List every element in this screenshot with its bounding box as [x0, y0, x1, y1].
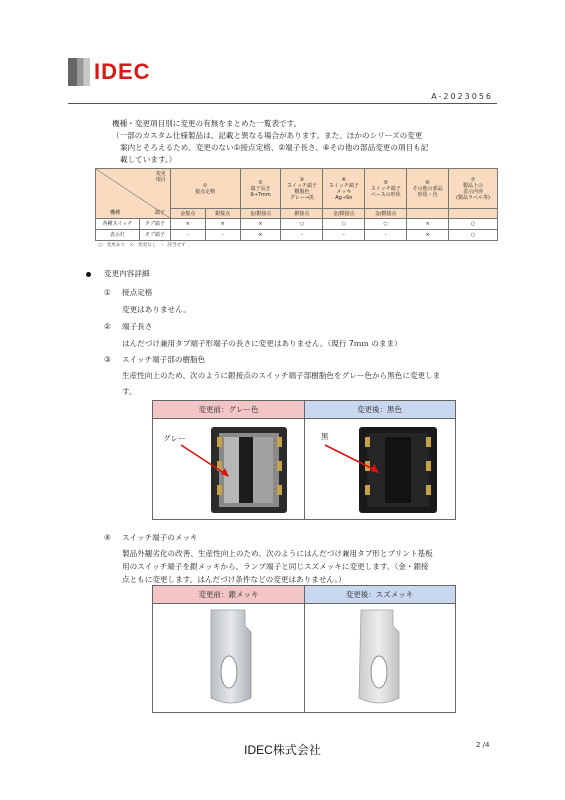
section-4-title: スイッチ端子のメッキ [122, 533, 198, 542]
intro-line-2: （一部のカスタム仕様製品は、記載と異なる場合があります。また、ほかのシリーズの変更 [112, 131, 423, 140]
bullet-icon [86, 272, 91, 277]
gray-label: グレー [163, 434, 186, 443]
value-cell: ○ [323, 219, 365, 230]
table-corner-cell [96, 169, 171, 219]
value-cell: ○ [449, 230, 498, 241]
section-3-text-1: 生産性向上のため、次のように銀接点のスイッチ端子部樹脂色をグレー色から黒色に変更しま [122, 371, 441, 380]
model-cell: 表示灯 [96, 230, 140, 241]
value-cell: - [281, 230, 323, 241]
intro-line-1: 機種・変更項目別に変更の有無をまとめた一覧表です。 [112, 119, 302, 128]
sub-header: 金/銀接点 [323, 209, 365, 219]
value-cell: ○ [449, 219, 498, 230]
switch-photo-after [153, 401, 455, 519]
after-header: 変更後：スズメッキ [304, 586, 455, 604]
section-2-text: はんだづけ兼用タブ端子形端子の長さに変更はありません。（現行 7ｍｍ のまま） [122, 339, 402, 348]
value-cell: × [407, 219, 449, 230]
page-number: 2 /4 [476, 741, 490, 749]
value-cell: - [170, 230, 205, 241]
section-3-number: ③ [104, 355, 111, 364]
sub-header [407, 209, 449, 219]
value-cell: ○ [281, 219, 323, 230]
column-header-6: ⑥ その他の部品 形状・色 [407, 169, 449, 209]
section-4-text-3: 点ともに変更します。はんだづけ条件などの変更はありません。） [122, 575, 346, 584]
column-header-1: ① 接点定格 [170, 169, 240, 209]
section-4-text-2: 用のスイッチ端子を銀メッキから、ランプ端子と同じスズメッキに変更します。（金・銀接 [122, 562, 429, 571]
value-cell: ○ [365, 219, 407, 230]
idec-logo [68, 58, 151, 86]
details-heading: 変更内容詳細 [104, 269, 150, 278]
value-cell: × [205, 219, 240, 230]
corner-label-model: 機種 [110, 210, 121, 216]
corner-label-change: 変更 [155, 171, 166, 177]
value-cell: × [407, 230, 449, 241]
after-header: 変更後：黒色 [304, 401, 455, 419]
section-3-text-2: す。 [122, 387, 137, 396]
table-row [96, 219, 498, 230]
sub-header: 金/銀接点 [365, 209, 407, 219]
black-label: 黒 [321, 432, 329, 441]
section-2-title: 端子長さ [122, 322, 153, 331]
intro-line-3: 案内とそろえるため、変更のない①接点定格、②端子長さ、⑥その他の部品変更の項目も記 [120, 143, 429, 152]
section-2-number: ② [104, 322, 111, 331]
terminal-cell: タブ端子 [139, 230, 170, 241]
section-1-title: 接点定格 [122, 288, 153, 297]
corner-label-item: 項目 [155, 177, 166, 183]
column-header-4: ④ スイッチ端子 メッキ Ag→Sn [323, 169, 365, 209]
before-header: 変更前：銀メッキ [153, 586, 304, 604]
value-cell: - [365, 230, 407, 241]
sub-header: 銀接点 [281, 209, 323, 219]
sub-header: 銀接点 [205, 209, 240, 219]
column-header-3: ③ スイッチ端子 樹脂色 グレー→黒 [281, 169, 323, 209]
value-cell: × [240, 230, 281, 241]
plating-comparison [152, 585, 456, 713]
logo-text: IDEC [94, 59, 151, 84]
change-summary-table [95, 168, 498, 241]
section-4-text-1: 製品外観劣化の改善、生産性向上のため、次のようにはんだづけ兼用タブ形とプリント基板 [122, 549, 433, 558]
column-header-7: ⑦ 製品上の 表示内容 (製品ラベル等) [449, 169, 498, 209]
sub-header: 金/銀接点 [240, 209, 281, 219]
column-header-2: ② 端子長さ 9→7mm [240, 169, 281, 209]
sub-header: 金接点 [170, 209, 205, 219]
terminal-cell: タブ端子 [139, 219, 170, 230]
section-3-title: スイッチ端子部の樹脂色 [122, 355, 206, 364]
value-cell: × [170, 219, 205, 230]
value-cell: × [240, 219, 281, 230]
before-header: 変更前：グレー色 [153, 401, 304, 419]
intro-line-4: 載しています。） [120, 155, 177, 164]
section-1-number: ① [104, 288, 111, 297]
sub-header [449, 209, 498, 219]
model-cell: 各種スイッチ [96, 219, 140, 230]
table-row [96, 230, 498, 241]
section-1-text: 変更はありません。 [122, 305, 191, 314]
resin-color-comparison [152, 400, 456, 520]
corner-label-terminal: 端子 [154, 210, 165, 216]
header-divider [68, 103, 497, 104]
value-cell: - [205, 230, 240, 241]
terminal-photo-silver [153, 586, 455, 712]
logo-mark-icon [68, 58, 90, 86]
section-4-number: ④ [104, 533, 111, 542]
column-header-5: ⑤ スイッチ端子 ベースの形状 [365, 169, 407, 209]
table-legend: ○：変更あり ×：変更なし -：該当せず [98, 243, 186, 248]
value-cell: - [323, 230, 365, 241]
company-name: IDEC株式会社 [244, 743, 321, 757]
document-number: A-2023056 [431, 92, 493, 101]
